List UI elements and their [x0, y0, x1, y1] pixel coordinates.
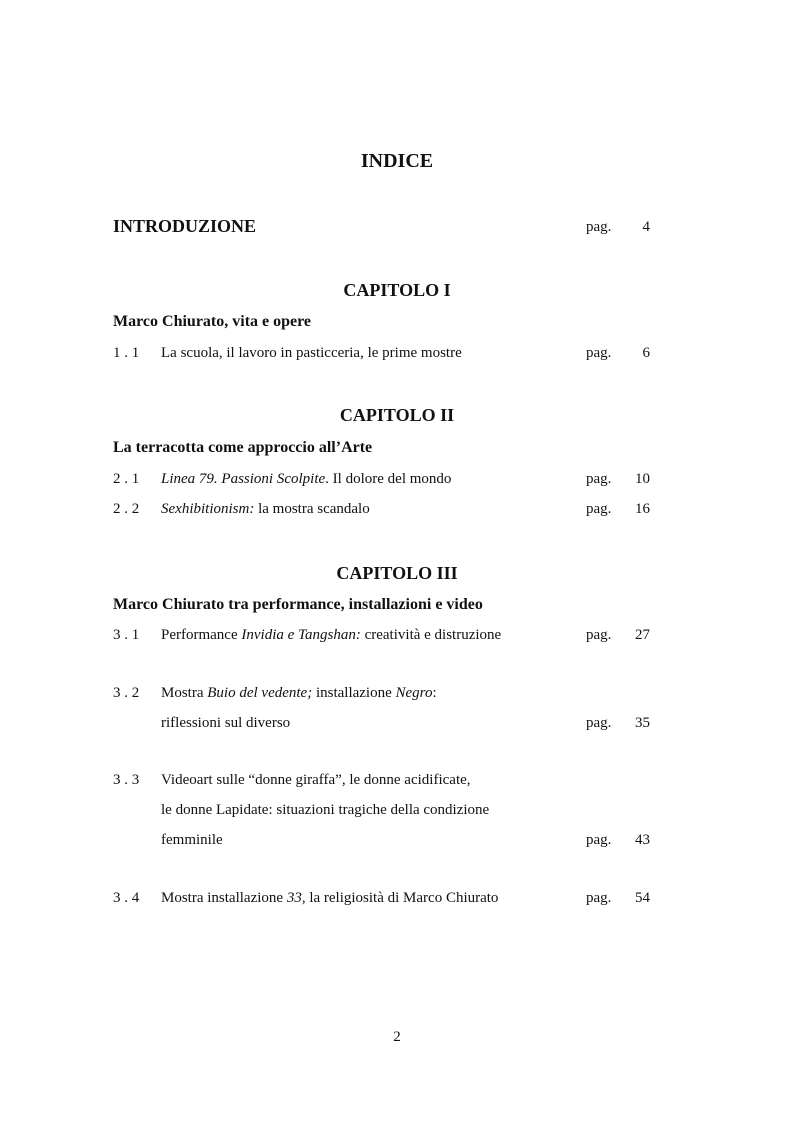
entry-plain: installazione [312, 685, 396, 701]
entry-pag: pag. [586, 715, 612, 731]
entry-text-line: femminile [161, 832, 223, 848]
entry-pag: pag. [586, 832, 612, 848]
entry-text-line: le donne Lapidate: situazioni tragiche della condizione [161, 802, 490, 818]
intro-pag: pag. [586, 219, 612, 235]
entry-plain: . Il dolore del mondo [325, 471, 452, 487]
entry-pag: pag. [586, 627, 612, 643]
page-title: INDICE [360, 150, 434, 172]
entry-number: 3 . 1 [113, 627, 140, 643]
entry-pag: pag. [586, 471, 612, 487]
entry-number: 2 . 2 [113, 501, 140, 517]
entry-number: 1 . 1 [113, 345, 140, 361]
entry-page: 6 [642, 345, 650, 361]
entry-italic: Negro [395, 685, 433, 701]
entry-plain: Mostra [161, 685, 208, 701]
entry-number: 3 . 3 [113, 772, 140, 788]
entry-number: 3 . 2 [113, 685, 140, 701]
entry-italic: Invidia e Tangshan: [241, 627, 361, 643]
entry-pag: pag. [586, 501, 612, 517]
entry-page: 43 [635, 832, 650, 848]
entry-page: 27 [635, 627, 650, 643]
entry-page: 54 [635, 890, 650, 906]
intro-label: INTRODUZIONE [113, 216, 257, 236]
entry-text [161, 890, 498, 907]
entry-plain: Performance [161, 627, 242, 643]
entry-plain: creatività e distruzione [360, 627, 502, 643]
chapter-subtitle: Marco Chiurato tra performance, installazioni e video [113, 596, 483, 613]
entry-page: 16 [635, 501, 650, 517]
entry-page: 10 [635, 471, 650, 487]
entry-text [161, 685, 437, 702]
entry-italic: Linea 79. Passioni Scolpite [161, 471, 326, 487]
intro-page: 4 [642, 219, 650, 235]
chapter-subtitle: Marco Chiurato, vita e opere [113, 313, 312, 330]
entry-text-line: riflessioni sul diverso [161, 715, 291, 731]
entry-text-line: Videoart sulle “donne giraffa”, le donne acidificate, [161, 772, 471, 788]
entry-italic: Sexhibitionism: [161, 501, 255, 517]
entry-pag: pag. [586, 345, 612, 361]
entry-pag: pag. [586, 890, 612, 906]
entry-number: 2 . 1 [113, 471, 140, 487]
entry-plain: la mostra scandalo [254, 501, 370, 517]
page-number: 2 [393, 1029, 401, 1045]
entry-italic: 33, [286, 890, 306, 906]
chapter-subtitle: La terracotta come approccio all’Arte [113, 439, 373, 456]
entry-number: 3 . 4 [113, 890, 140, 906]
chapter-heading: CAPITOLO I [343, 280, 451, 300]
entry-plain: Mostra installazione [161, 890, 287, 906]
entry-text [161, 627, 501, 644]
chapter-heading: CAPITOLO II [339, 405, 455, 425]
entry-plain: la religiosità di Marco Chiurato [305, 890, 499, 906]
chapter-heading: CAPITOLO III [336, 563, 458, 583]
entry-text [161, 471, 451, 488]
entry-text: La scuola, il lavoro in pasticceria, le prime mostre [161, 345, 462, 361]
entry-page: 35 [635, 715, 650, 731]
entry-text [161, 501, 370, 518]
entry-plain: : [432, 685, 437, 701]
entry-italic: Buio del vedente; [207, 685, 313, 701]
